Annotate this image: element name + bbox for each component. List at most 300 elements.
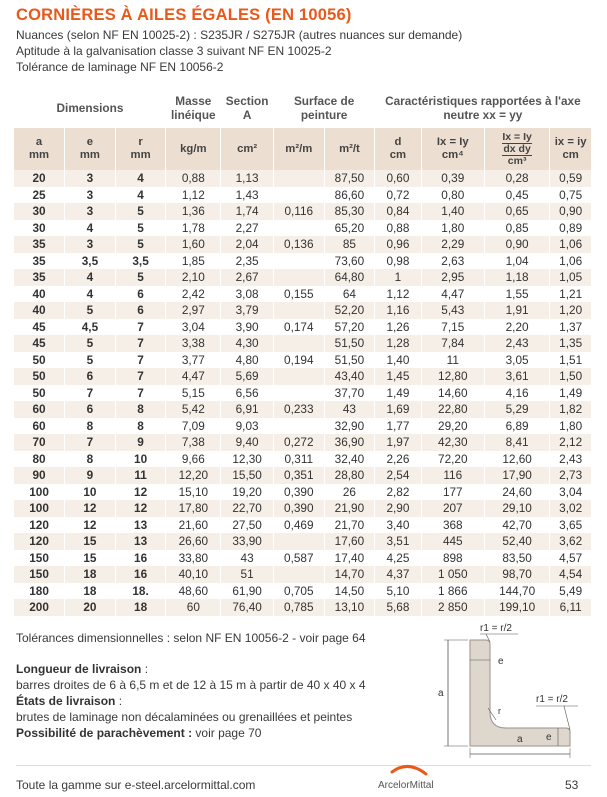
table-cell: 0,390 — [273, 484, 324, 501]
table-cell: 1 050 — [421, 566, 484, 583]
table-cell: 898 — [421, 550, 484, 567]
table-cell: 7 — [115, 352, 166, 369]
table-cell: 1,40 — [375, 352, 421, 369]
table-cell: 80 — [14, 451, 65, 468]
table-cell: 4,54 — [550, 566, 591, 583]
col-kgm: kg/m — [166, 128, 221, 170]
table-cell: 12 — [115, 484, 166, 501]
table-cell: 32,90 — [324, 418, 375, 435]
table-cell — [273, 220, 324, 237]
masse-header: Masse linéique — [171, 94, 216, 122]
table-cell: 2,29 — [421, 236, 484, 253]
table-cell: 1,40 — [421, 203, 484, 220]
table-cell: 21,70 — [324, 517, 375, 534]
table-cell: 1,49 — [375, 385, 421, 402]
section-header: Section A — [225, 94, 269, 122]
dimensions-header: Dimensions — [56, 101, 124, 115]
table-cell: 43 — [221, 550, 274, 567]
table-cell: 3,08 — [221, 286, 274, 303]
table-cell: 5,29 — [484, 401, 549, 418]
table-row — [14, 467, 591, 484]
table-cell: 2,04 — [221, 236, 274, 253]
table-row — [14, 500, 591, 517]
table-cell: 43 — [324, 401, 375, 418]
table-cell: 18. — [115, 583, 166, 600]
table-cell: 90 — [14, 467, 65, 484]
table-cell: 33,80 — [166, 550, 221, 567]
table-cell: 1,04 — [484, 253, 549, 270]
table-row — [14, 434, 591, 451]
table-cell: 14,70 — [324, 566, 375, 583]
angle-section-diagram — [418, 622, 590, 760]
table-cell: 13 — [115, 517, 166, 534]
table-cell: 9,40 — [221, 434, 274, 451]
table-cell: 42,70 — [484, 517, 549, 534]
table-cell: 3 — [65, 203, 116, 220]
table-cell: 50 — [14, 368, 65, 385]
surface-header: Surface de peinture — [293, 94, 355, 122]
table-cell: 2 850 — [421, 599, 484, 616]
table-row — [14, 236, 591, 253]
table-cell: 199,10 — [484, 599, 549, 616]
table-cell: 51,50 — [324, 335, 375, 352]
table-cell: 18 — [65, 583, 116, 600]
table-cell: 21,60 — [166, 517, 221, 534]
table-cell: 1 — [375, 269, 421, 286]
etats-text: brutes de laminage non décalaminées ou grenaillées et peintes — [16, 710, 353, 724]
table-cell: 3,79 — [221, 302, 274, 319]
table-cell: 2,82 — [375, 484, 421, 501]
table-cell: 3,02 — [550, 500, 591, 517]
table-cell: 0,351 — [273, 467, 324, 484]
table-cell: 200 — [14, 599, 65, 616]
longueur-label: Longueur de livraison : — [16, 662, 149, 676]
table-cell: 1,12 — [375, 286, 421, 303]
table-cell: 12,60 — [484, 451, 549, 468]
tolerance-line: Tolérance de laminage NF EN 10056-2 — [16, 60, 224, 74]
col-r: r mm — [115, 128, 166, 170]
grades-line: Nuances (selon NF EN 10025-2) : S235JR / S275JR (autres nuances sur demande) — [16, 28, 463, 42]
table-cell: 98,70 — [484, 566, 549, 583]
table-cell: 6 — [115, 302, 166, 319]
table-cell: 4,16 — [484, 385, 549, 402]
table-cell — [273, 253, 324, 270]
table-cell: 5 — [115, 236, 166, 253]
table-cell: 6 — [65, 368, 116, 385]
table-cell: 15,50 — [221, 467, 274, 484]
table-cell: 7,15 — [421, 319, 484, 336]
table-cell: 16 — [115, 550, 166, 567]
table-cell: 85 — [324, 236, 375, 253]
table-cell: 0,785 — [273, 599, 324, 616]
table-cell: 1,74 — [221, 203, 274, 220]
brand-name: ArcelorMittal — [378, 780, 434, 791]
table-cell: 30 — [14, 203, 65, 220]
table-cell: 1,13 — [221, 170, 274, 187]
table-cell: 15 — [65, 550, 116, 567]
table-cell: 0,587 — [273, 550, 324, 567]
table-cell: 1,21 — [550, 286, 591, 303]
table-cell: 26 — [324, 484, 375, 501]
table-cell: 76,40 — [221, 599, 274, 616]
table-cell: 22,70 — [221, 500, 274, 517]
table-cell: 45 — [14, 319, 65, 336]
table-cell: 85,30 — [324, 203, 375, 220]
table-row — [14, 533, 591, 550]
table-row — [14, 451, 591, 468]
table-cell: 45 — [14, 335, 65, 352]
parachevement-note: Possibilité de parachèvement : voir page 70 — [16, 726, 262, 740]
table-cell: 0,75 — [550, 187, 591, 204]
table-cell: 120 — [14, 533, 65, 550]
table-cell: 57,20 — [324, 319, 375, 336]
e-top-label: e — [498, 656, 504, 667]
table-cell: 51,50 — [324, 352, 375, 369]
table-cell: 2,73 — [550, 467, 591, 484]
table-cell: 60 — [14, 418, 65, 435]
table-cell: 0,28 — [484, 170, 549, 187]
galvanisation-line: Aptitude à la galvanisation classe 3 suivant NF EN 10025-2 — [16, 44, 332, 58]
table-row — [14, 418, 591, 435]
table-cell: 5 — [65, 302, 116, 319]
table-cell: 0,85 — [484, 220, 549, 237]
table-cell: 9 — [65, 467, 116, 484]
table-cell: 0,194 — [273, 352, 324, 369]
table-cell: 3,77 — [166, 352, 221, 369]
table-cell: 0,65 — [484, 203, 549, 220]
table-cell: 52,20 — [324, 302, 375, 319]
table-row — [14, 368, 591, 385]
table-row — [14, 517, 591, 534]
table-cell: 4 — [65, 269, 116, 286]
table-body — [14, 170, 591, 616]
table-cell: 0,60 — [375, 170, 421, 187]
table-row — [14, 187, 591, 204]
table-cell: 52,40 — [484, 533, 549, 550]
table-cell: 0,84 — [375, 203, 421, 220]
table-cell: 60 — [14, 401, 65, 418]
table-cell: 0,39 — [421, 170, 484, 187]
table-cell: 4 — [115, 187, 166, 204]
table-cell: 445 — [421, 533, 484, 550]
table-cell: 73,60 — [324, 253, 375, 270]
table-cell: 5,49 — [550, 583, 591, 600]
table-cell: 120 — [14, 517, 65, 534]
table-cell: 1,69 — [375, 401, 421, 418]
table-cell: 1,50 — [550, 368, 591, 385]
table-cell: 4,47 — [166, 368, 221, 385]
table-cell: 3,40 — [375, 517, 421, 534]
table-cell: 0,80 — [421, 187, 484, 204]
table-cell: 5,42 — [166, 401, 221, 418]
table-row — [14, 385, 591, 402]
arcelormittal-logo — [378, 762, 478, 792]
table-row — [14, 170, 591, 187]
table-cell: 5,15 — [166, 385, 221, 402]
table-cell: 1,43 — [221, 187, 274, 204]
col-m2m: m²/m — [273, 128, 324, 170]
table-cell: 14,60 — [421, 385, 484, 402]
table-cell: 1,12 — [166, 187, 221, 204]
table-cell: 6,91 — [221, 401, 274, 418]
table-cell: 83,50 — [484, 550, 549, 567]
table-cell — [273, 566, 324, 583]
table-cell: 12,80 — [421, 368, 484, 385]
col-m2t: m²/t — [324, 128, 375, 170]
page-title: CORNIÈRES À AILES ÉGALES (EN 10056) — [16, 6, 352, 24]
table-cell: 12,30 — [221, 451, 274, 468]
table-cell: 12 — [65, 500, 116, 517]
col-d: d cm — [375, 128, 421, 170]
col-ixiy: Ix = Iy cm⁴ — [421, 128, 484, 170]
r1-right-label: r1 = r/2 — [536, 694, 568, 705]
table-cell: 18 — [65, 566, 116, 583]
longueur-text: barres droites de 6 à 6,5 m et de 12 à 15 m à partir de 40 x 40 x 4 — [16, 678, 366, 692]
table-cell: 13,10 — [324, 599, 375, 616]
table-cell: 17,90 — [484, 467, 549, 484]
table-cell: 3,62 — [550, 533, 591, 550]
table-cell: 50 — [14, 385, 65, 402]
table-cell: 70 — [14, 434, 65, 451]
table-cell: 3 — [65, 236, 116, 253]
table-row — [14, 302, 591, 319]
table-cell: 1,49 — [550, 385, 591, 402]
table-cell: 0,390 — [273, 500, 324, 517]
table-cell: 2,20 — [484, 319, 549, 336]
table-cell — [273, 385, 324, 402]
table-cell: 20 — [65, 599, 116, 616]
table-cell: 87,50 — [324, 170, 375, 187]
col-radius: ix = iy cm — [550, 128, 591, 170]
table-cell: 144,70 — [484, 583, 549, 600]
table-cell: 3 — [65, 170, 116, 187]
table-cell: 5 — [115, 220, 166, 237]
table-cell: 6,11 — [550, 599, 591, 616]
table-cell: 24,60 — [484, 484, 549, 501]
table-cell: 37,70 — [324, 385, 375, 402]
table-cell: 100 — [14, 500, 65, 517]
table-cell: 0,174 — [273, 319, 324, 336]
table-cell: 42,30 — [421, 434, 484, 451]
table-cell: 1,16 — [375, 302, 421, 319]
table-cell: 5,69 — [221, 368, 274, 385]
table-cell: 36,90 — [324, 434, 375, 451]
table-cell — [273, 187, 324, 204]
caracteristiques-header: Caractéristiques rapportées à l'axe neutre xx = yy — [385, 94, 581, 122]
col-a: a mm — [14, 128, 65, 170]
table-cell: 4,25 — [375, 550, 421, 567]
table-cell: 6,89 — [484, 418, 549, 435]
table-cell: 4,5 — [65, 319, 116, 336]
table-cell: 11 — [115, 467, 166, 484]
table-cell: 7,84 — [421, 335, 484, 352]
table-cell: 1,80 — [550, 418, 591, 435]
table-cell: 5 — [115, 203, 166, 220]
table-cell: 368 — [421, 517, 484, 534]
table-cell: 150 — [14, 566, 65, 583]
table-cell: 0,90 — [550, 203, 591, 220]
table-row — [14, 286, 591, 303]
table-cell: 177 — [421, 484, 484, 501]
table-cell: 2,26 — [375, 451, 421, 468]
table-row — [14, 484, 591, 501]
table-cell: 150 — [14, 550, 65, 567]
table-cell — [273, 533, 324, 550]
table-cell: 64,80 — [324, 269, 375, 286]
table-cell — [273, 170, 324, 187]
table-cell: 1,26 — [375, 319, 421, 336]
table-cell: 7 — [65, 385, 116, 402]
table-cell: 4,30 — [221, 335, 274, 352]
a-bottom-label: a — [517, 734, 523, 745]
col-e: e mm — [65, 128, 116, 170]
table-cell: 3,61 — [484, 368, 549, 385]
r1-top-label: r1 = r/2 — [480, 623, 512, 634]
table-cell: 3 — [65, 187, 116, 204]
table-cell: 27,50 — [221, 517, 274, 534]
table-row — [14, 253, 591, 270]
table-cell: 9 — [115, 434, 166, 451]
angle-profile — [470, 640, 570, 746]
table-cell: 40,10 — [166, 566, 221, 583]
table-cell: 0,98 — [375, 253, 421, 270]
table-cell: 4,37 — [375, 566, 421, 583]
table-cell: 25 — [14, 187, 65, 204]
table-cell: 0,233 — [273, 401, 324, 418]
table-cell: 1,06 — [550, 253, 591, 270]
table-cell: 0,59 — [550, 170, 591, 187]
table-cell: 1,05 — [550, 269, 591, 286]
table-cell: 7 — [65, 434, 116, 451]
table-cell: 7 — [115, 385, 166, 402]
table-cell: 13 — [115, 533, 166, 550]
table-cell: 86,60 — [324, 187, 375, 204]
table-cell: 1 866 — [421, 583, 484, 600]
table-cell — [273, 368, 324, 385]
table-cell — [273, 335, 324, 352]
table-cell: 16 — [115, 566, 166, 583]
table-cell: 20 — [14, 170, 65, 187]
r-label: r — [498, 706, 501, 716]
table-cell: 2,35 — [221, 253, 274, 270]
table-cell: 1,35 — [550, 335, 591, 352]
table-cell: 0,311 — [273, 451, 324, 468]
table-row — [14, 335, 591, 352]
table-cell: 35 — [14, 269, 65, 286]
table-cell: 1,80 — [421, 220, 484, 237]
table-cell: 65,20 — [324, 220, 375, 237]
table-cell: 1,60 — [166, 236, 221, 253]
table-cell: 0,88 — [375, 220, 421, 237]
table-cell: 1,55 — [484, 286, 549, 303]
table-row — [14, 220, 591, 237]
table-cell: 6 — [65, 401, 116, 418]
table-cell: 8 — [65, 451, 116, 468]
table-cell: 26,60 — [166, 533, 221, 550]
table-cell: 6 — [115, 286, 166, 303]
e-right-label: e — [546, 732, 552, 743]
table-cell: 2,42 — [166, 286, 221, 303]
table-cell: 1,06 — [550, 236, 591, 253]
table-cell: 5,43 — [421, 302, 484, 319]
table-cell: 21,90 — [324, 500, 375, 517]
table-cell: 4 — [65, 286, 116, 303]
table-cell: 11 — [421, 352, 484, 369]
table-cell: 48,60 — [166, 583, 221, 600]
table-cell: 0,88 — [166, 170, 221, 187]
table-cell: 8 — [115, 418, 166, 435]
table-cell: 1,20 — [550, 302, 591, 319]
table-cell: 3,38 — [166, 335, 221, 352]
table-cell: 180 — [14, 583, 65, 600]
table-cell: 1,78 — [166, 220, 221, 237]
table-cell: 72,20 — [421, 451, 484, 468]
table-cell: 1,18 — [484, 269, 549, 286]
table-cell: 2,43 — [484, 335, 549, 352]
table-cell: 5 — [115, 269, 166, 286]
table-row — [14, 566, 591, 583]
table-cell: 0,705 — [273, 583, 324, 600]
table-cell: 116 — [421, 467, 484, 484]
table-cell: 0,72 — [375, 187, 421, 204]
table-cell: 0,89 — [550, 220, 591, 237]
table-cell: 3,51 — [375, 533, 421, 550]
angle-table — [14, 88, 591, 616]
table-cell: 3,5 — [115, 253, 166, 270]
etats-label: États de livraison : — [16, 694, 123, 708]
col-cm2: cm² — [221, 128, 274, 170]
table-cell: 10 — [65, 484, 116, 501]
table-cell: 51 — [221, 566, 274, 583]
table-cell: 35 — [14, 253, 65, 270]
table-cell: 7,09 — [166, 418, 221, 435]
table-cell: 1,82 — [550, 401, 591, 418]
table-cell: 17,60 — [324, 533, 375, 550]
table-cell: 12 — [115, 500, 166, 517]
footer-divider — [16, 765, 591, 766]
table-row — [14, 203, 591, 220]
table-row — [14, 550, 591, 567]
table-cell: 7 — [115, 335, 166, 352]
table-cell: 6,56 — [221, 385, 274, 402]
table-cell: 2,12 — [550, 434, 591, 451]
table-cell: 0,469 — [273, 517, 324, 534]
table-cell: 5,68 — [375, 599, 421, 616]
table-row — [14, 401, 591, 418]
table-cell: 60 — [166, 599, 221, 616]
table-cell: 7,38 — [166, 434, 221, 451]
table-cell: 2,90 — [375, 500, 421, 517]
table-cell: 3,05 — [484, 352, 549, 369]
table-cell: 40 — [14, 286, 65, 303]
table-cell: 35 — [14, 236, 65, 253]
table-cell: 18 — [115, 599, 166, 616]
table-row — [14, 269, 591, 286]
table-cell: 43,40 — [324, 368, 375, 385]
table-cell: 100 — [14, 484, 65, 501]
table-cell: 9,66 — [166, 451, 221, 468]
table-cell: 4 — [115, 170, 166, 187]
table-cell: 15,10 — [166, 484, 221, 501]
table-cell: 1,85 — [166, 253, 221, 270]
table-cell: 4,57 — [550, 550, 591, 567]
table-cell: 0,96 — [375, 236, 421, 253]
table-cell: 5,10 — [375, 583, 421, 600]
table-cell: 2,67 — [221, 269, 274, 286]
table-cell: 4,47 — [421, 286, 484, 303]
table-cell: 1,51 — [550, 352, 591, 369]
table-cell: 1,91 — [484, 302, 549, 319]
